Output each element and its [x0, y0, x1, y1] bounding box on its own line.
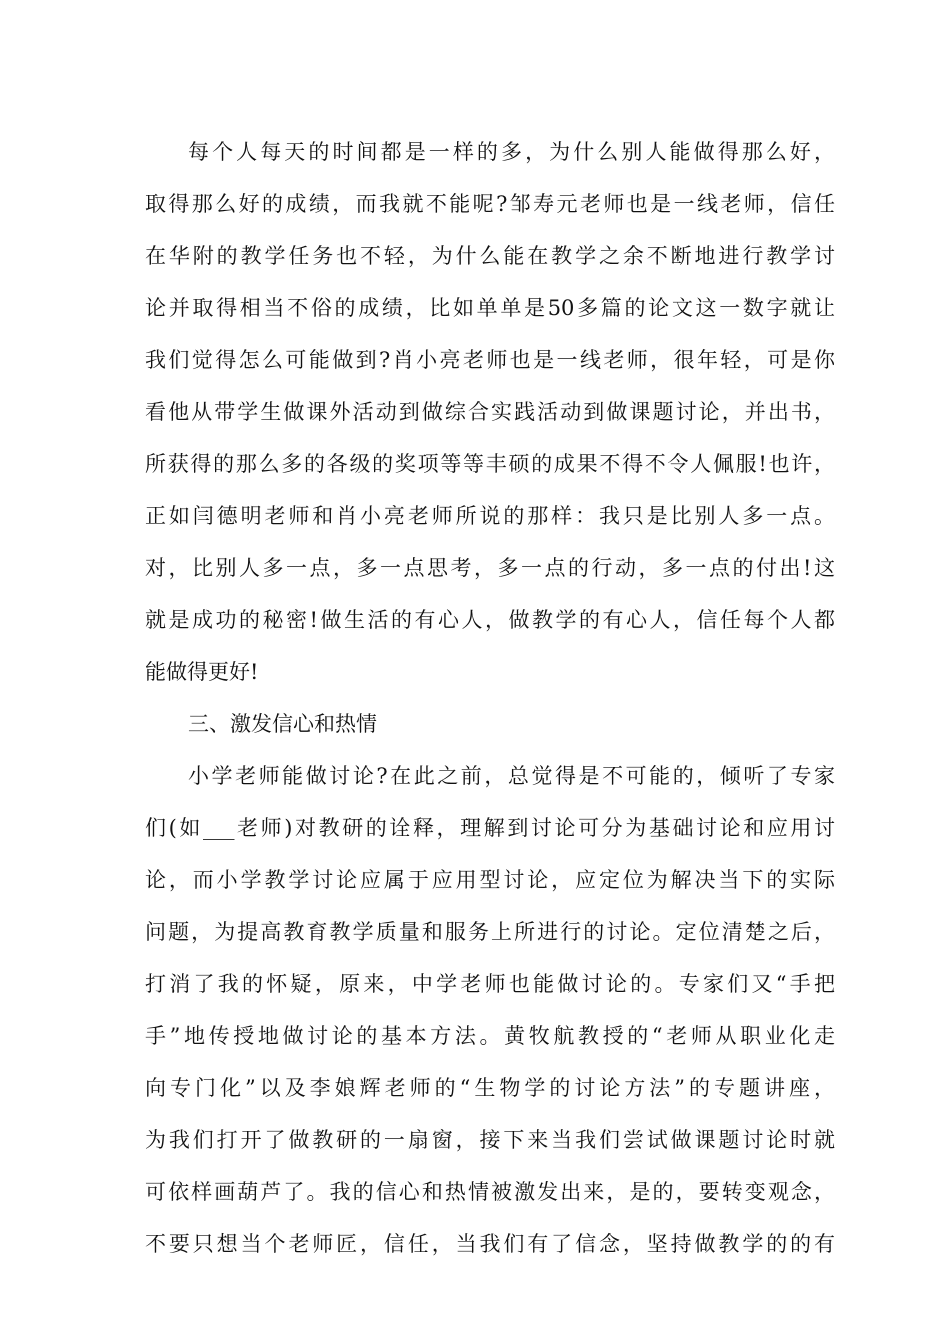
text-line: 可依样画葫芦了。我的信心和热情被激发出来，是的，要转变观念，	[145, 1180, 835, 1204]
text-line: 论，而小学教学讨论应属于应用型讨论，应定位为解决当下的实际	[145, 868, 835, 892]
text-line: 手”地传授地做讨论的基本方法。黄牧航教授的“老师从职业化走	[145, 1024, 835, 1048]
text-line: 不要只想当个老师匠，信任，当我们有了信念，坚持做教学的的有	[145, 1232, 835, 1256]
text-line: 向专门化”以及李娘辉老师的“生物学的讨论方法”的专题讲座，	[145, 1076, 835, 1100]
text-line: 所获得的那么多的各级的奖项等等丰硕的成果不得不令人佩服!也许，	[145, 452, 835, 476]
text-line: 问题，为提高教育教学质量和服务上所进行的讨论。定位清楚之后，	[145, 920, 835, 944]
text-line: 正如闫德明老师和肖小亮老师所说的那样：我只是比别人多一点。	[145, 504, 835, 528]
text-line: 能做得更好!	[145, 660, 259, 684]
text-line: 取得那么好的成绩，而我就不能呢?邹寿元老师也是一线老师，信任	[145, 192, 835, 216]
section-heading: 三、激发信心和热情	[188, 712, 377, 736]
text-line: 每个人每天的时间都是一样的多，为什么别人能做得那么好，	[188, 140, 835, 164]
document-body	[145, 126, 835, 1270]
text-line: 在华附的教学任务也不轻，为什么能在教学之余不断地进行教学讨	[145, 244, 835, 268]
text-line: 小学老师能做讨论?在此之前，总觉得是不可能的，倾听了专家	[188, 764, 835, 788]
text-line: 就是成功的秘密!做生活的有心人，做教学的有心人，信任每个人都	[145, 608, 835, 632]
text-line: 们(如___老师)对教研的诠释，理解到讨论可分为基础讨论和应用讨	[145, 816, 835, 840]
text-line: 我们觉得怎么可能做到?肖小亮老师也是一线老师，很年轻，可是你	[145, 348, 835, 372]
text-line: 为我们打开了做教研的一扇窗，接下来当我们尝试做课题讨论时就	[145, 1128, 835, 1152]
text-line: 看他从带学生做课外活动到做综合实践活动到做课题讨论，并出书，	[145, 400, 835, 424]
text-line: 打消了我的怀疑，原来，中学老师也能做讨论的。专家们又“手把	[145, 972, 835, 996]
text-line: 论并取得相当不俗的成绩，比如单单是50多篇的论文这一数字就让	[145, 296, 835, 320]
text-line: 对，比别人多一点，多一点思考，多一点的行动，多一点的付出!这	[145, 556, 835, 580]
